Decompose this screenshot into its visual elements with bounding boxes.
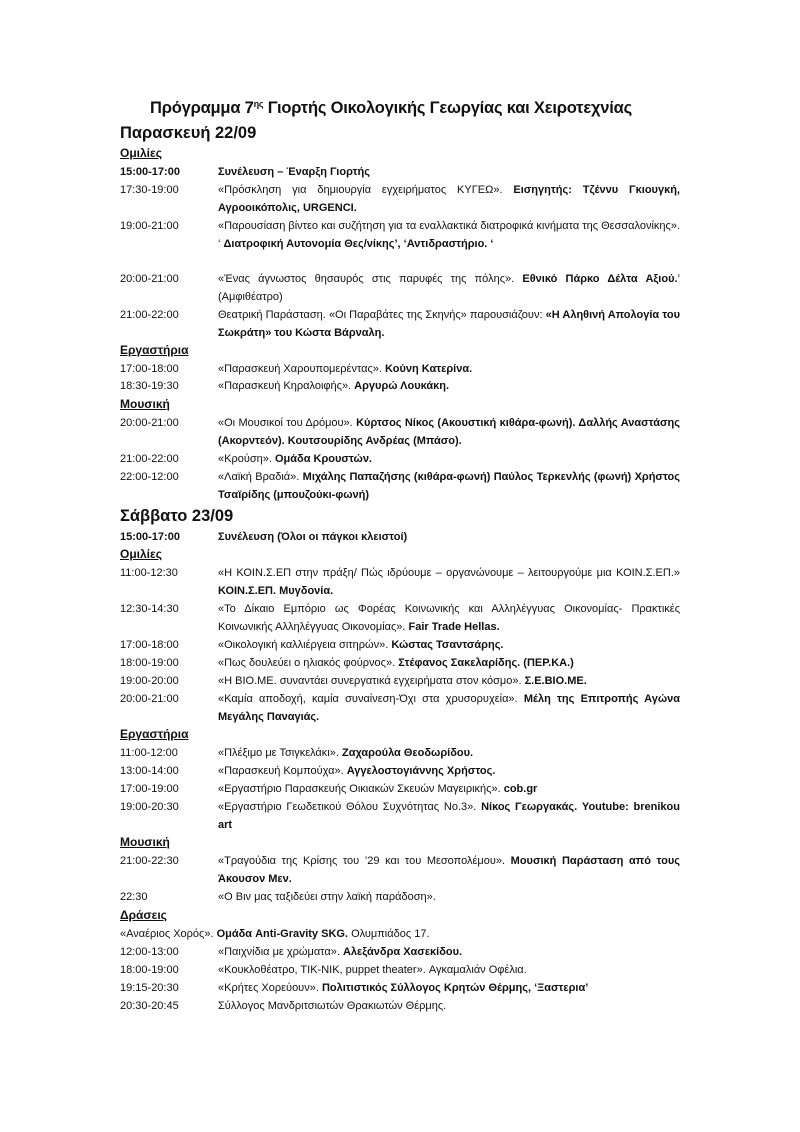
time-slot: 21:00-22:00	[120, 309, 179, 321]
time-slot: 17:00-18:00	[120, 639, 179, 651]
time-slot: 19:00-21:00	[120, 220, 179, 232]
body-text: «Η ΚΟΙΝ.Σ.ΕΠ στην πράξη/ Πώς ιδρύουμε – οργανώνουμε – λειτουργούμε μια ΚΟΙΝ.Σ.ΕΠ.»	[218, 567, 680, 579]
body-text: «Παρασκευή Χαρουπομερέντας».	[218, 363, 386, 375]
emphasis-text: Κούνη Κατερίνα.	[385, 363, 473, 375]
emphasis-text: Σ.Ε.ΒΙΟ.ΜΕ.	[524, 675, 587, 687]
section-heading-talks-friday: Ομιλίες	[120, 146, 162, 160]
event-description	[218, 414, 680, 450]
time-slot: 18:00-19:00	[120, 657, 179, 669]
body-text: «Κουκλοθέατρο, ΤΙΚ-ΝΙΚ, puppet theater». Αγκαμαλιάν Οφέλια.	[218, 964, 527, 976]
time-slot: 12:00-13:00	[120, 946, 179, 958]
body-text: Ολυμπιάδος 17.	[348, 928, 430, 940]
event-description	[218, 450, 680, 468]
section-heading-actions-saturday: Δράσεις	[120, 908, 167, 922]
event-description	[218, 306, 680, 342]
event-description	[218, 943, 680, 961]
program-row-lead	[120, 925, 680, 943]
section-heading-music-saturday: Μουσική	[120, 835, 170, 849]
body-text: «Παρασκευή Κομπούχα».	[218, 765, 347, 777]
body-text: Σύλλογος Μανδριτσιωτών Θρακιωτών Θέρμης.	[218, 1000, 447, 1012]
time-slot: 11:00-12:30	[120, 567, 178, 579]
body-text: «Κρήτες Χορεύουν».	[218, 982, 322, 994]
event-description	[218, 600, 680, 636]
body-text: «Ο Βιν μας ταξιδεύει στην λαϊκή παράδοση».	[218, 891, 436, 903]
event-description	[218, 468, 680, 504]
time-slot: 19:00-20:30	[120, 801, 179, 813]
emphasis-text: Αγγελοστογιάννης Χρήστος.	[346, 765, 496, 777]
time-slot: 11:00-12:00	[120, 747, 178, 759]
emphasis-text: Αλεξάνδρα Χασεκίδου.	[342, 946, 463, 958]
body-text: «Πλέξιμο με Τσιγκελάκι».	[218, 747, 342, 759]
section-heading-workshops-friday: Εργαστήρια	[120, 343, 189, 357]
emphasis-text: Εθνικό Πάρκο Δέλτα Αξιού.	[522, 273, 678, 285]
time-slot: 18:30-19:30	[120, 380, 179, 392]
event-description	[218, 888, 680, 906]
body-text: Θεατρική Παράσταση. «Οι Παραβάτες της Σκηνής» παρουσιάζουν:	[218, 309, 546, 321]
section-heading-talks-saturday: Ομιλίες	[120, 547, 162, 561]
event-description	[218, 690, 680, 726]
emphasis-text: Fair Trade Hellas.	[408, 621, 500, 633]
body-text: «Οικολογική καλλιέργεια σιτηρών».	[218, 639, 392, 651]
event-description	[218, 780, 680, 798]
event-description	[218, 852, 680, 888]
time-slot: 12:30-14:30	[120, 603, 179, 615]
event-description	[218, 270, 680, 306]
time-slot: 20:00-21:00	[120, 273, 179, 285]
emphasis-text: Κώστας Τσαντσάρης.	[391, 639, 504, 651]
body-text: ’ (Αμφιθέατρο)	[218, 273, 680, 303]
event-description	[218, 654, 680, 672]
time-slot: 15:00-17:00	[120, 531, 180, 543]
time-slot: 17:30-19:00	[120, 184, 179, 196]
section-heading-music-friday: Μουσική	[120, 397, 170, 411]
body-text: «Λαϊκή Βραδιά».	[218, 471, 303, 483]
emphasis-text: Ομάδα Κρουστών.	[274, 453, 372, 465]
event-description	[218, 528, 680, 546]
time-slot: 17:00-19:00	[120, 783, 179, 795]
time-slot: 15:00-17:00	[120, 166, 180, 178]
event-description	[218, 997, 680, 1015]
body-text: «Παιχνίδια με χρώματα».	[218, 946, 343, 958]
body-text: «Ένας άγνωστος θησαυρός στις παρυφές της πόλης».	[218, 273, 523, 285]
body-text: «Το Δίκαιο Εμπόριο ως Φορέας Κοινωνικής και Αλληλέγγυας Οικονομίας- Πρακτικές Κοινωνικής Αλληλέγγυας Οικονομίας».	[218, 603, 680, 633]
time-slot: 18:00-19:00	[120, 964, 179, 976]
page-title: Πρόγραμμα $7^{\eta\varsigma}$ Γιορτής Οικολογικής Γεωργίας και Χειροτεχνίας	[150, 99, 632, 117]
body-text: «Εργαστήριο Γεωδετικού Θόλου Συχνότητας Νο.3».	[218, 801, 482, 813]
time-slot: 19:00-20:00	[120, 675, 179, 687]
emphasis-text: Στέφανος Σακελαρίδης. (ΠΕΡ.ΚΑ.)	[398, 657, 574, 669]
event-description	[218, 672, 680, 690]
event-description	[218, 217, 680, 253]
time-slot: 20:00-21:00	[120, 417, 179, 429]
emphasis-text: Κύρτσος Νίκος (Ακουστική κιθάρα-φωνή). Δαλλής Αναστάσης (Ακορντεόν). Κουτσουρίδης Ανδρέας (Μπάσο).	[218, 417, 680, 447]
emphasis-text: Συνέλευση – Έναρξη Γιορτής	[218, 166, 370, 178]
body-text: «Αναέριος Χορός».	[120, 928, 217, 940]
body-text: «Πως δουλεύει ο ηλιακός φούρνος».	[218, 657, 399, 669]
event-description	[218, 636, 680, 654]
body-text: «Πρόσκληση για δημιουργία εγχειρήματος ΚΥΓΕΩ».	[218, 184, 514, 196]
emphasis-text: Αργυρώ Λουκάκη.	[354, 380, 450, 392]
emphasis-text: Μέλη της Επιτροπής Αγώνα Μεγάλης Παναγιάς.	[218, 693, 681, 723]
body-text: «Παρασκευή Κηραλοιφής».	[218, 380, 355, 392]
event-description	[218, 377, 680, 395]
body-text: «Η ΒΙΟ.ΜΕ. συναντάει συνεργατικά εγχειρήματα στον κόσμο».	[218, 675, 525, 687]
emphasis-text: Πολιτιστικός Σύλλογος Κρητών Θέρμης, ‘Ξαστερια’	[321, 982, 589, 994]
event-description	[218, 961, 680, 979]
emphasis-text: Νίκος Γεωργακάς. Youtube: brenikou art	[218, 801, 680, 831]
emphasis-text: Εισηγητής: Τζέννυ Γκιουγκή, Αγροοικόπολις, URGENCI.	[218, 184, 680, 214]
body-text: «Κρούση».	[218, 453, 275, 465]
emphasis-text: Συνέλευση (Όλοι οι πάγκοι κλειστοί)	[218, 531, 408, 543]
body-text: «Οι Μουσικοί του Δρόμου».	[218, 417, 357, 429]
day-heading-friday: Παρασκευή 22/09	[120, 124, 257, 142]
event-description	[218, 744, 680, 762]
body-text: «Παρουσίαση βίντεο και συζήτηση για τα εναλλακτικά διατροφικά κινήματα της Θεσσαλονίκης». ‘	[218, 220, 680, 250]
event-description	[218, 979, 680, 997]
event-description	[218, 163, 680, 181]
emphasis-text: Διατροφική Αυτονομία Θες/νίκης’, ‘Αντιδραστήριο. ‘	[223, 238, 494, 250]
event-description	[218, 762, 680, 780]
time-slot: 20:00-21:00	[120, 693, 179, 705]
time-slot: 19:15-20:30	[120, 982, 179, 994]
time-slot: 22:30	[120, 891, 148, 903]
day-heading-saturday: Σάββατο 23/09	[120, 507, 234, 525]
time-slot: 21:00-22:30	[120, 855, 179, 867]
event-description	[218, 798, 680, 834]
time-slot: 13:00-14:00	[120, 765, 179, 777]
event-description	[218, 564, 680, 600]
body-text: «Τραγούδια της Κρίσης του ’29 και του Μεσοπολέμου».	[218, 855, 511, 867]
emphasis-text: Ομάδα Anti-Gravity SKG.	[216, 928, 349, 940]
body-text: «Καμία αποδοχή, καμία συναίνεση-Όχι στα χρυσορυχεία».	[218, 693, 524, 705]
emphasis-text: Ζαχαρούλα Θεοδωρίδου.	[341, 747, 474, 759]
time-slot: 21:00-22:00	[120, 453, 179, 465]
event-description	[218, 360, 680, 378]
body-text: «Εργαστήριο Παρασκευής Οικιακών Σκευών Μαγειρικής».	[218, 783, 504, 795]
time-slot: 20:30-20:45	[120, 1000, 179, 1012]
emphasis-text: cob.gr	[503, 783, 538, 795]
emphasis-text: ΚΟΙΝ.Σ.ΕΠ. Μυγδονία.	[218, 585, 334, 597]
emphasis-text: «Η Αληθινή Απολογία του Σωκράτη» του Κώστα Βάρναλη.	[218, 309, 680, 339]
event-description	[218, 181, 680, 217]
time-slot: 22:00-12:00	[120, 471, 179, 483]
section-heading-workshops-saturday: Εργαστήρια	[120, 727, 189, 741]
emphasis-text: Μουσική Παράσταση από τους Άκουσον Μεν.	[218, 855, 680, 885]
time-slot: 17:00-18:00	[120, 363, 179, 375]
emphasis-text: Μιχάλης Παπαζήσης (κιθάρα-φωνή) Παύλος Τερκενλής (φωνή) Χρήστος Τσαϊρίδης (μπουζούκι-φωνή)	[218, 471, 680, 501]
